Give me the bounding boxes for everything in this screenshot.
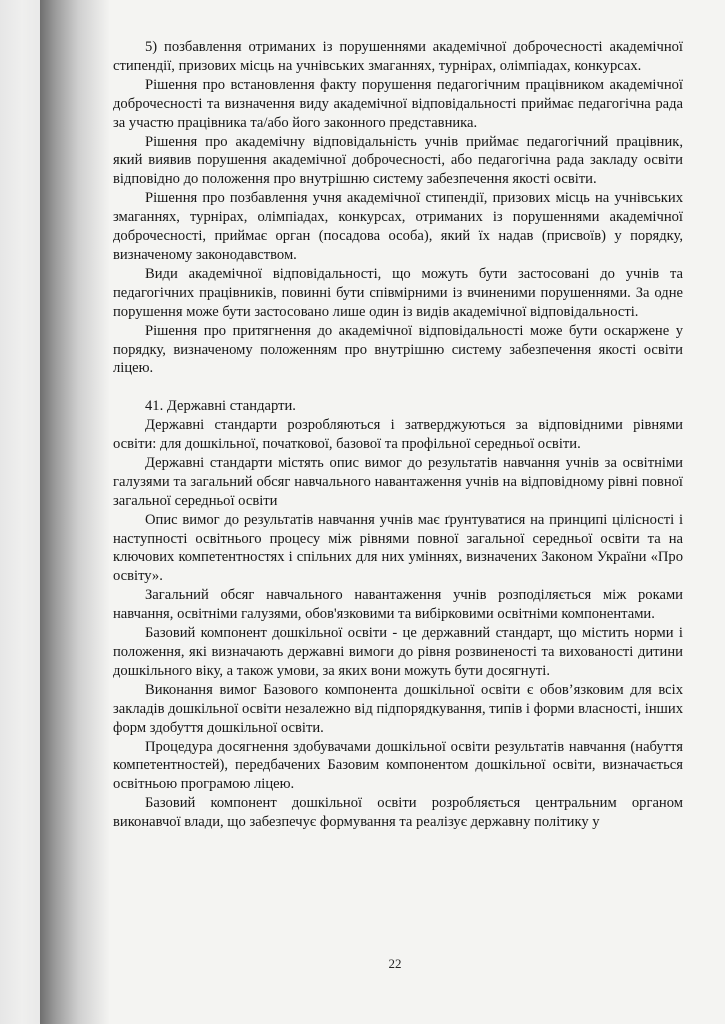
paragraph-preschool-base-component: Базовий компонент дошкільної освіти - це державний стандарт, що містить норми і положення, які визначають державні вимоги до рівня розвиненості та вихованості дитини дошкільного віку, а також умови, за яких вони можуть бути досягнуті. bbox=[113, 625, 683, 679]
paragraph-deprivation-decision: Рішення про позбавлення учня академічної стипендії, призових місць на учнівських змаганнях, турнірах, олімпіадах, конкурсах, отриманих із порушеннями академічної доброчесності, приймає орган (посадова особа), який їх надав (присвоїв) у порядку, визначеному законодавством. bbox=[113, 190, 683, 263]
binding-shadow bbox=[40, 0, 110, 1024]
paragraph-workload-distribution: Загальний обсяг навчального навантаження учнів розподіляється між роками навчання, освітніми галузями, обов'язковими та вибірковими освітніми компонентами. bbox=[113, 587, 683, 623]
paragraph-standards-development: Державні стандарти розробляються і затверджуються за відповідними рівнями освіти: для дошкільної, початкової, базової та профільної середньої освіти. bbox=[113, 417, 683, 453]
paragraph-base-component-compliance: Виконання вимог Базового компонента дошкільної освіти є обов’язковим для всіх закладів дошкільної освіти незалежно від підпорядкування, типів і форми власності, інших форм здобуття дошкільної освіти. bbox=[113, 681, 683, 736]
paragraph-achievement-procedure: Процедура досягнення здобувачами дошкільної освіти результатів навчання (набуття компетентностей), передбачених Базовим компонентом дошкільної освіти, визначається освітньою програмою ліцею. bbox=[113, 738, 683, 793]
paragraph-learning-requirements: Опис вимог до результатів навчання учнів має ґрунтуватися на принципі цілісності і наступності освітнього процесу між рівнями повної загальної середньої освіти та на ключових компетентностях і спільних для них уміннях, визначених Законом України «Про освіту». bbox=[113, 511, 683, 585]
paragraph-appeal: Рішення про притягнення до академічної відповідальності може бути оскаржене у порядку, визначеному положенням про внутрішню систему забезпечення якості освіти ліцею. bbox=[113, 322, 683, 377]
paragraph-teacher-violation-decision: Рішення про встановлення факту порушення педагогічним працівником академічної доброчесності та визначення виду академічної відповідальності приймає педагогічна рада за участю працівника та/або його законного представника. bbox=[113, 76, 683, 131]
scanner-margin bbox=[0, 0, 40, 1024]
paragraph-student-responsibility-decision: Рішення про академічну відповідальність учнів приймає педагогічний працівник, який виявив порушення академічної доброчесності, або педагогічна рада закладу освіти відповідно до положення про внутрішню систему забезпечення якості освіти. bbox=[113, 133, 683, 188]
page-number: 22 bbox=[388, 956, 402, 971]
paragraph-standards-content: Державні стандарти містять опис вимог до результатів навчання учнів за освітніми галузями та загальний обсяг навчального навантаження учнів на відповідному рівні повної загальної середньої освіти bbox=[113, 454, 683, 509]
paragraph-sanction-5: 5) позбавлення отриманих із порушеннями академічної доброчесності академічної стипендії, призових місць на учнівських змаганнях, турнірах, олімпіадах, конкурсах. bbox=[113, 39, 683, 74]
document-body bbox=[113, 38, 683, 832]
paragraph-responsibility-types: Види академічної відповідальності, що можуть бути застосовані до учнів та педагогічних працівників, повинні бути співмірними із вчиненими порушеннями. За одне порушення може бути застосовано лише один із видів академічної відповідальності. bbox=[113, 265, 683, 320]
section-heading-state-standards: 41. Державні стандарти. bbox=[145, 398, 296, 415]
paragraph-base-component-development: Базовий компонент дошкільної освіти розробляється центральним органом виконавчої влади, що забезпечує формування та реалізує державну політику у bbox=[113, 795, 683, 831]
